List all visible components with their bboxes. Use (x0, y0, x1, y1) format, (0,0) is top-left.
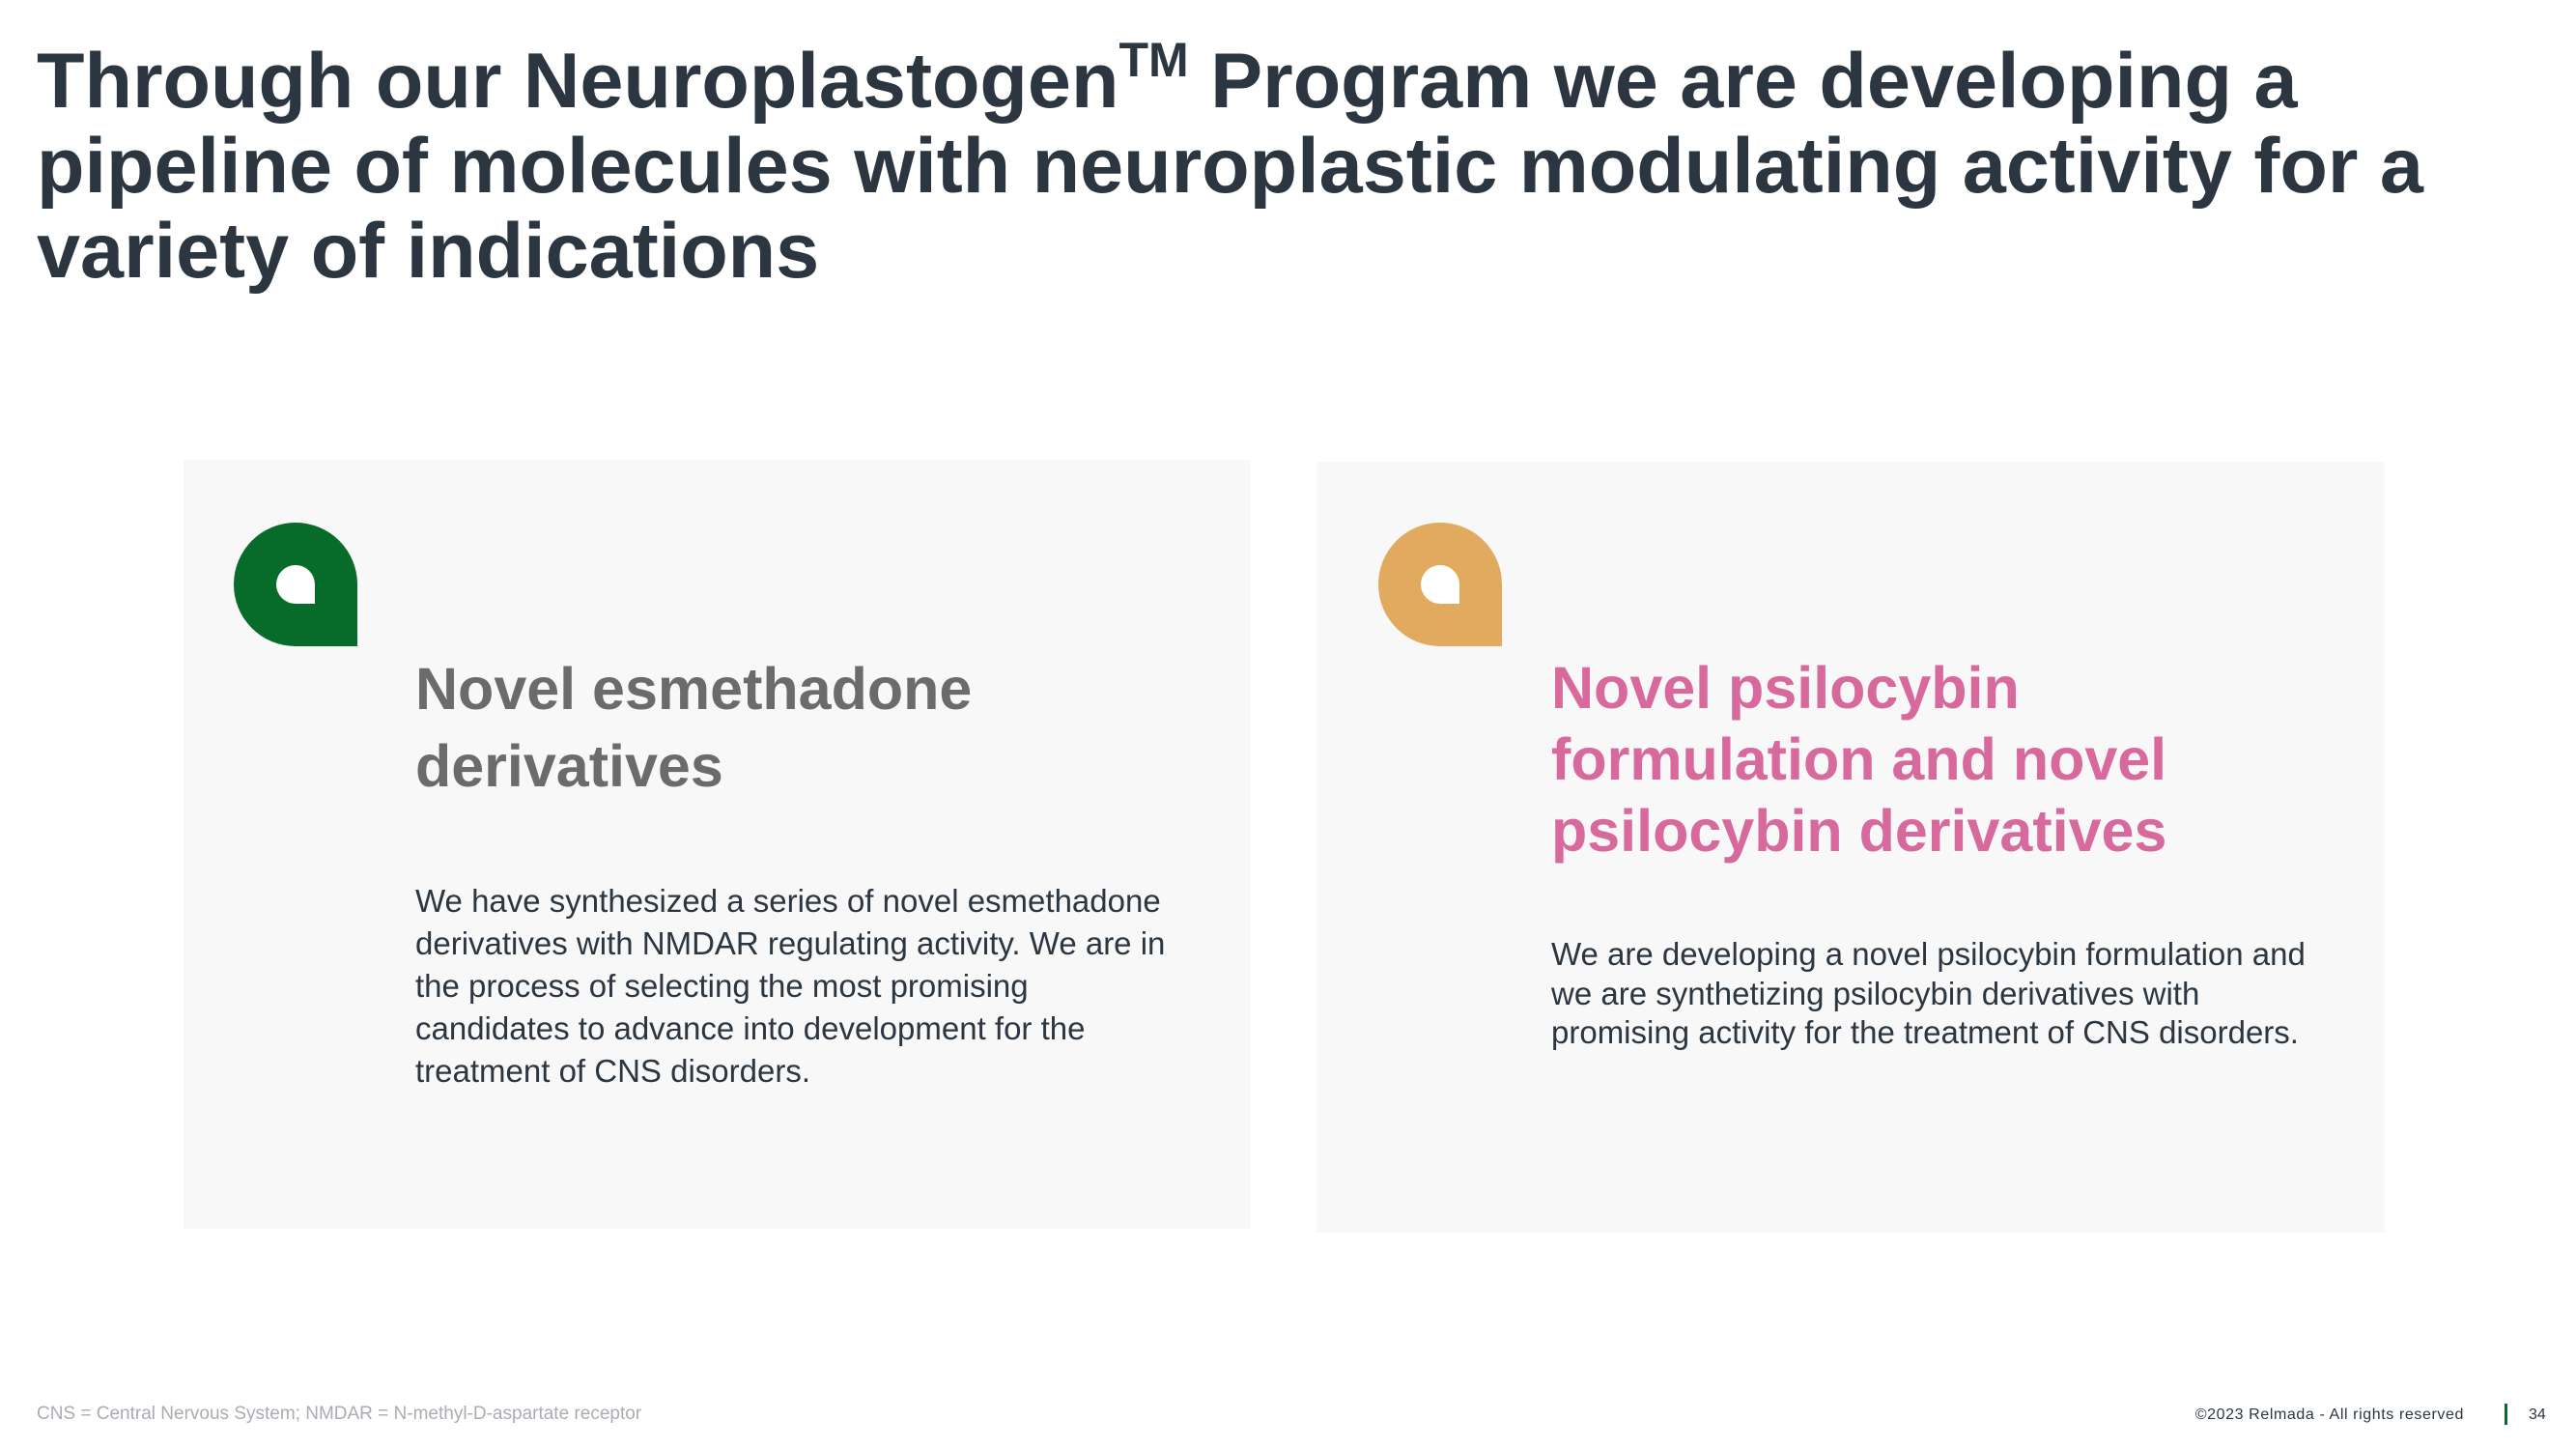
footer-divider (2505, 1404, 2507, 1425)
card-heading: Novel psilocybin formulation and novel psilocybin derivatives (1551, 655, 2167, 864)
title-text-part-2: Program we are developing a pipeline of molecules with neuroplastic modulating activity for a variety of indications (37, 38, 2423, 295)
esmethadone-card (184, 460, 1251, 1229)
slide-title (37, 33, 2509, 295)
relmada-logo-icon (1378, 523, 1502, 646)
psilocybin-card (1316, 462, 2385, 1233)
card-heading: Novel esmethadone derivatives (415, 656, 973, 799)
copyright-notice: ©2023 Relmada - All rights reserved (2194, 1406, 2464, 1423)
title-text-part-1: Through our Neuroplastogen (37, 38, 1119, 125)
footnote: CNS = Central Nervous System; NMDAR = N-methyl-D-aspartate receptor (37, 1404, 642, 1424)
card-body-text: We are developing a novel psilocybin formulation and we are synthetizing psilocybin derivatives with promising activity for the treatment of CNS disorders. (1551, 936, 2306, 1050)
card-body-text: We have synthesized a series of novel esmethadone derivatives with NMDAR regulating activity. We are in the process of selecting the most promising candidates to advance into development for the treatment of CNS disorders. (415, 883, 1166, 1089)
page-number: 34 (2529, 1406, 2546, 1423)
relmada-logo-icon (234, 523, 357, 646)
trademark-superscript: TM (1118, 33, 1189, 87)
